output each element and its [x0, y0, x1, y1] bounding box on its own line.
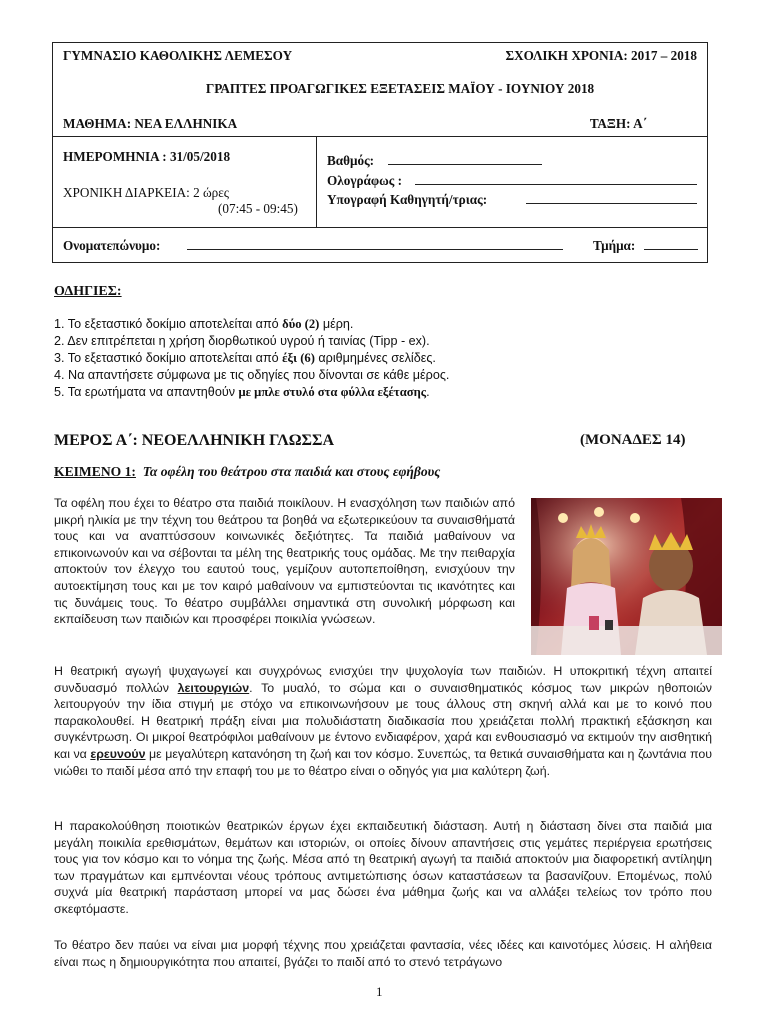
score-words-field[interactable] [415, 173, 697, 185]
exam-date: ΗΜΕΡΟΜΗΝΙΑ : 31/05/2018 [63, 149, 231, 164]
score-label: Βαθμός: [327, 153, 375, 168]
page-number: 1 [376, 984, 383, 999]
underlined-word: ερευνούν [90, 746, 146, 761]
section-label: Τμήμα: [593, 238, 636, 253]
instructions-title: ΟΔΗΓΙΕΣ: [54, 284, 122, 299]
instruction-text: 1. Το εξεταστικό δοκίμιο αποτελείται από [54, 317, 283, 331]
instruction-text: αριθμημένες σελίδες. [314, 351, 436, 365]
part-a-title: ΜΕΡΟΣ Α΄: ΝΕΟΕΛΛΗΝΙΚΗ ΓΛΩΣΣΑ [54, 432, 335, 449]
student-name-label: Ονοματεπώνυμο: [63, 238, 161, 253]
paragraph-1: Τα οφέλη που έχει το θέατρο στα παιδιά ποικίλουν. Η ενασχόληση των παιδιών από μικρή ηλικία με την τέχνη του θεάτρου τα βοηθά να εξωτερικεύουν τα συναισθήματά τους και να αναπτύσσουν κοινωνικές δεξιότητες. Τα παιδιά μαθαίνουν να επικοινωνούν και να σέβονται τα μέλη της θεατρικής τους ομάδας. Με την πειθαρχία αποκτούν τον έλεγχο του εαυτού τους, γεμίζουν αυτοπεποίθηση, ενισχύουν την αυτοεκτίμηση τους και με τον καιρό μαθαίνουν να εμπιστεύονται τις ικανότητες και τις δυνάμεις τους. Το θέατρο συμβάλλει σημαντικά στη συνολική μόρφωση και εκπαίδευση των παιδιών και προσφέρει ποικιλία γνώσεων. [54, 496, 515, 627]
paragraph-4: Το θέατρο δεν παύει να είναι μια μορφή τέχνης που χρειάζεται φαντασία, νέες ιδέες και καινοτόμες λύσεις. Η αλήθεια είναι πως η δημιουργικότητα που απαιτεί, βγάζει το παιδί από το στενό τετράγωνο [54, 938, 712, 969]
instruction-text: 5. Τα ερωτήματα να απαντηθούν [54, 385, 239, 399]
instruction-bold: δύο (2) [282, 317, 320, 331]
instruction-item [54, 316, 449, 333]
teacher-signature-field[interactable] [526, 192, 697, 204]
school-year: ΣΧΟΛΙΚΗ ΧΡΟΝΙΑ: 2017 – 2018 [505, 48, 697, 63]
instruction-bold: με μπλε στυλό στα φύλλα εξέτασης [238, 385, 427, 399]
text-heading [54, 464, 440, 480]
instruction-text: 2. Δεν επιτρέπεται η χρήση διορθωτικού υγρού ή ταινίας (Tipp - ex). [54, 334, 430, 348]
underlined-word: λειτουργιών [177, 680, 250, 695]
divider [53, 136, 707, 137]
student-name-field[interactable] [187, 238, 563, 250]
instructions-list [54, 316, 449, 401]
paragraph-text: . Το μυαλό, το σώμα και ο συναισθηματικός κόσμος των μικρών ηθοποιών λειτουργούν την ίδια στιγμή με στόχο να επικοινωνήσουν με τους άλλους στη σκηνή αλλά και με το κοινό που παρακολουθεί. Η θεατρική πράξη είναι μια πολυδιάστατη διαδικασία που χρειάζεται πολλή πρακτική εξάσκηση και συγκέντρωση. Οι μικροί θεατρόφιλοι μαθαίνουν με έντονο ενδιαφέρον, χαρά και ενθουσιασμό να εκτιμούν την αισθητική και να [54, 680, 712, 761]
divider [316, 136, 317, 227]
instruction-item [54, 333, 449, 350]
paragraph-text: με μεγαλύτερη κατανόηση τη ζωή και τον κόσμο. Συνεπώς, τα θετικά συναισθήματα και η ζωντάνια που νιώθει το παιδί μέσα από την επαφή του με το θέατρο είναι ο οδηγός για μια καλύτερη ζωή. [54, 746, 712, 778]
section-field[interactable] [644, 238, 698, 250]
instruction-bold: έξι (6) [282, 351, 315, 365]
header-row-exam [53, 81, 707, 97]
exam-duration: ΧΡΟΝΙΚΗ ΔΙΑΡΚΕΙΑ: 2 ώρες [63, 185, 230, 200]
exam-header-box [52, 42, 708, 263]
instruction-item [54, 350, 449, 367]
paragraph-text: Η θεατρική αγωγή ψυχαγωγεί και συγχρόνως ενισχύει την ψυχολογία των παιδιών. Η υποκριτική τέχνη απαιτεί συνδυασμό πολλών [54, 664, 712, 695]
exam-time-range: (07:45 - 09:45) [218, 201, 298, 216]
instruction-item [54, 367, 449, 384]
text-title: Τα οφέλη του θεάτρου στα παιδιά και στους εφήβους [142, 464, 441, 479]
subject-label: ΜΑΘΗΜΑ: ΝΕΑ ΕΛΛΗΝΙΚΑ [63, 116, 238, 131]
divider [53, 227, 707, 228]
photo-illustration [531, 498, 722, 655]
theatre-children-photo [531, 498, 722, 655]
instruction-item [54, 384, 449, 401]
instruction-text: 4. Να απαντήσετε σύμφωνα με τις οδηγίες που δίνονται σε κάθε μέρος. [54, 368, 450, 382]
text-label: ΚΕΙΜΕΝΟ 1: [54, 464, 136, 479]
score-field[interactable] [388, 153, 542, 165]
instruction-text: . [426, 385, 430, 399]
instruction-text: 3. Το εξεταστικό δοκίμιο αποτελείται από [54, 351, 283, 365]
paragraph-2 [54, 663, 712, 779]
paragraph-3: Η παρακολούθηση ποιοτικών θεατρικών έργων έχει εκπαιδευτική διάσταση. Αυτή η διάσταση δίνει στα παιδιά μια μεγάλη ποικιλία ερεθισμάτων, θεμάτων και ιστοριών, οι οποίες δίνουν απαντήσεις στις γεμάτες περιέργεια ερωτήσεις τους για τον κόσμο και το νόημα της ζωής. Μέσα από τη θεατρική αγωγή τα παιδιά αποκτούν μια διαφορετική αντίληψη των πραγμάτων και εμπνέονται νέους τρόπους αντιμετώπισης όσων καταστάσεων τα βασανίζουν. Επομένως, πολύ συχνά μία θεατρική παράσταση μπορεί να μας δώσει ένα μάθημα ζωής και να αλλάξει τελείως τον τρόπο που σκεφτόμαστε. [54, 819, 712, 916]
teacher-signature-label: Υπογραφή Καθηγητή/τριας: [327, 192, 488, 207]
part-a-marks: (ΜΟΝΑΔΕΣ 14) [580, 432, 686, 448]
school-name: ΓΥΜΝΑΣΙΟ ΚΑΘΟΛΙΚΗΣ ΛΕΜΕΣΟΥ [63, 48, 293, 63]
exam-title: ΓΡΑΠΤΕΣ ΠΡΟΑΓΩΓΙΚΕΣ ΕΞΕΤΑΣΕΙΣ ΜΑΪΟΥ - ΙΟΥΝΙΟΥ 2018 [205, 81, 595, 96]
class-label: ΤΑΞΗ: Α΄ [589, 116, 647, 131]
instruction-text: μέρη. [319, 317, 354, 331]
score-words-label: Ολογράφως : [327, 173, 403, 188]
